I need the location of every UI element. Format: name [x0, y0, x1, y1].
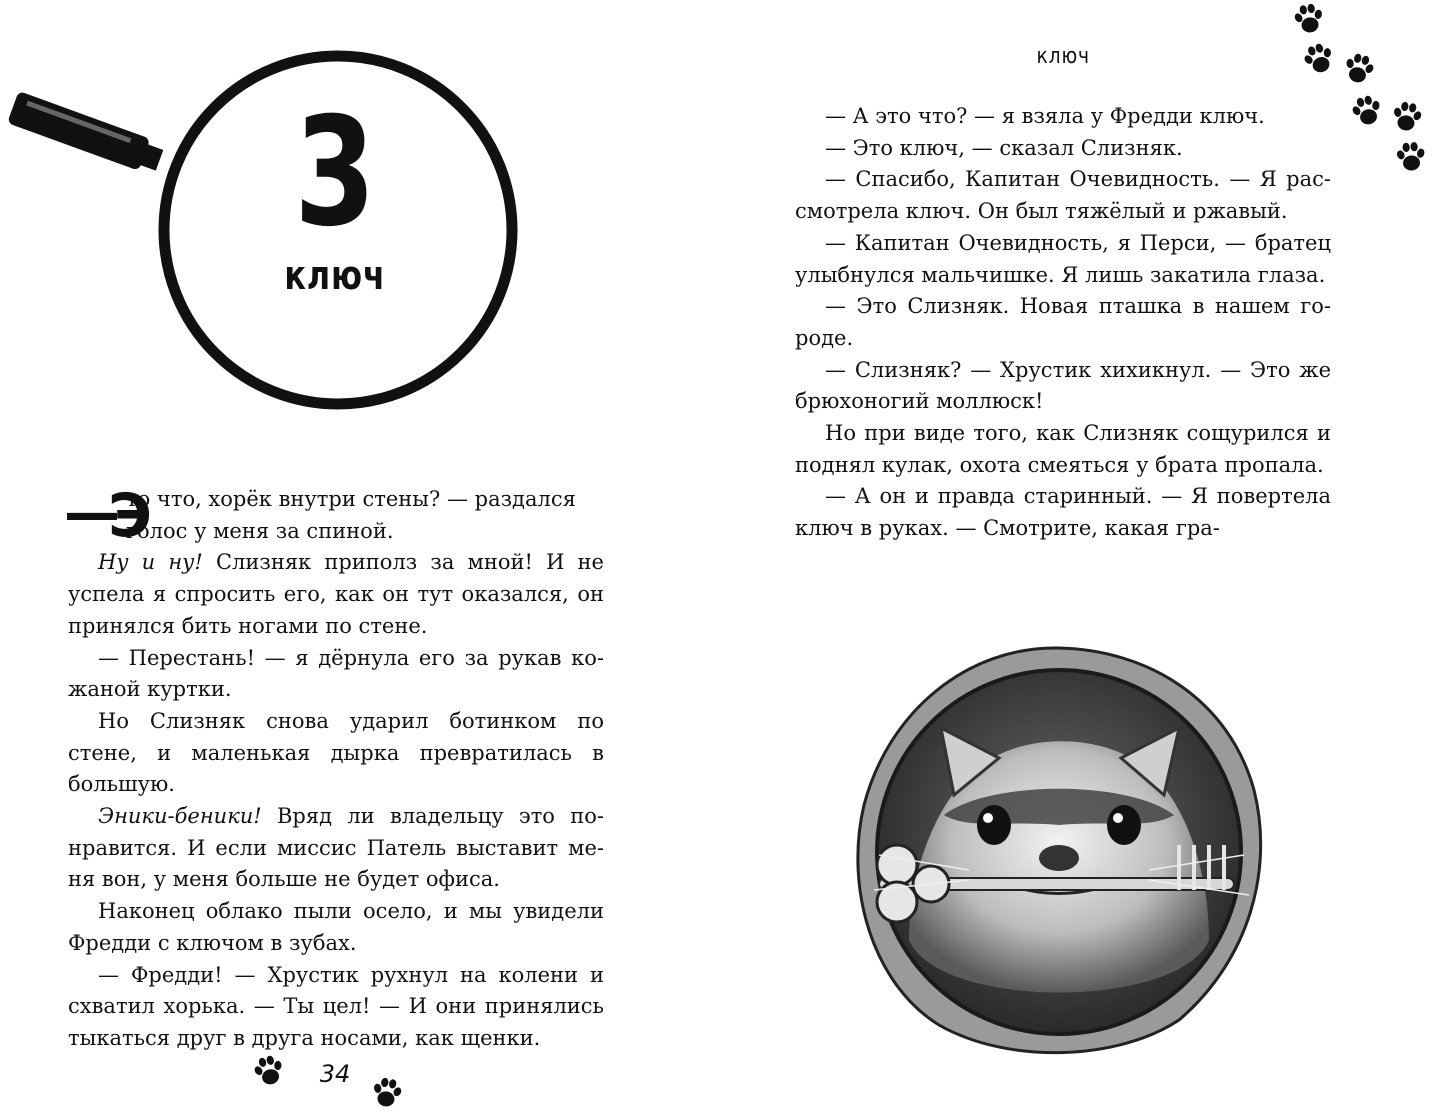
chapter-magnifier	[0, 0, 540, 430]
paragraph-text: — Перестань! — я дёрнула его за рукав кожаной куртки.	[68, 645, 604, 702]
right-body-text	[795, 101, 1331, 545]
paragraph-text: Вряд ли владельцу это понравится. И если миссис Патель выставит меня вон, у меня больше не будет офиса.	[68, 804, 604, 892]
paragraph: — Капитан Очевидность, я Перси, — братец улыбнулся мальчишке. Я лишь закатила глаза.	[795, 230, 1331, 287]
drop-cap-letter: Э	[108, 481, 153, 551]
paw-print-icon	[1289, 0, 1328, 39]
paragraph-text: Слизняк приполз за мной! И не успела я спросить его, как он тут оказался, он принялся бить ногами по стене.	[68, 550, 604, 638]
paragraph-text: Наконец облако пыли осело, и мы увидели Фредди с ключом в зубах.	[68, 899, 604, 955]
left-page	[0, 0, 716, 1112]
paragraph	[68, 960, 604, 1055]
paragraph	[68, 643, 604, 706]
paw-print-icon	[1338, 48, 1380, 90]
paw-print-icon	[367, 1073, 406, 1112]
chapter-title: ключ	[284, 253, 386, 299]
running-head: ключ	[1036, 44, 1090, 69]
chapter-number: 3	[294, 86, 376, 260]
paragraph-continuation: голос у меня за спиной.	[126, 518, 394, 543]
paw-print-icon	[1297, 37, 1341, 81]
paragraph: — Это Слизняк. Новая пташка в нашем городе.	[795, 294, 1331, 350]
paragraph-text: Но Слизняк снова ударил ботинком по стене, и маленькая дырка превратилась в большую.	[68, 708, 604, 797]
paragraph: — А это что? — я взяла у Фредди ключ.	[825, 104, 1265, 128]
paw-print-icon	[248, 1050, 290, 1092]
ferret-with-key-illustration	[849, 640, 1269, 1060]
italic-exclamation: Ну и ну!	[98, 550, 203, 575]
opening-paragraph	[64, 481, 604, 551]
paw-print-icon	[1387, 97, 1426, 136]
paragraph	[68, 801, 604, 896]
paragraph-first-line: то что, хорёк внутри стены? — раздался	[126, 487, 576, 511]
right-page	[716, 0, 1432, 1112]
page-number: 34	[319, 1060, 351, 1088]
paragraph: — Спасибо, Капитан Очевидность. — Я рассмотрела ключ. Он был тяжёлый и ржавый.	[795, 167, 1331, 224]
paragraph: — А он и правда старинный. — Я повертела ключ в руках. — Смотрите, какая гра-	[795, 484, 1331, 541]
paragraph	[68, 706, 604, 801]
paragraph: Но при виде того, как Слизняк сощурился и поднял кулак, охота смеяться у брата пропала.	[795, 421, 1331, 477]
drop-cap-dash: —	[64, 481, 120, 546]
paragraph-text: — Фредди! — Хрустик рухнул на колени и схватил хорька. — Ты цел! — И они принялись тыкаться друг в друга носами, как щенки.	[68, 962, 604, 1050]
italic-exclamation: Эники-беники!	[98, 804, 262, 829]
paragraph	[68, 896, 604, 959]
paragraph	[68, 547, 604, 642]
paragraph: — Слизняк? — Хрустик хихикнул. — Это же брюхоногий моллюск!	[795, 357, 1331, 414]
paragraph: — Это ключ, — сказал Слизняк.	[825, 135, 1183, 160]
left-body-text	[64, 481, 604, 1055]
paw-print-icon	[1346, 90, 1388, 132]
paw-print-icon	[1393, 139, 1430, 176]
